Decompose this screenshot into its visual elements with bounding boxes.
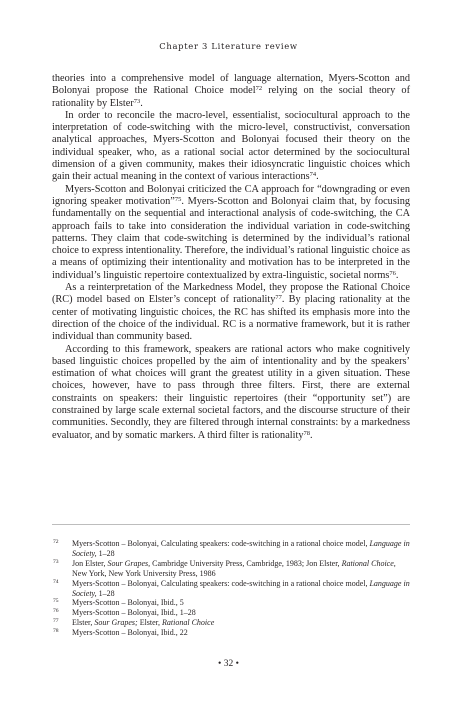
text-run: . By placing rationality at the center of motivating linguistic choices, the RC has shifted its emphasis more into the direction of the choice of the individual. RC is a normative framework, but it is rather individual than community based. (52, 294, 410, 343)
text-run: Myers-Scotton – Bolonyai, Calculating speakers: code-switching in a rational choice model, (72, 578, 370, 588)
footnote-ref: 74 (309, 171, 317, 179)
footnote-ref: 73 (133, 97, 141, 105)
footnote-ref: 77 (275, 294, 282, 302)
text-run: . (140, 97, 143, 109)
italic-title: Language in Society, (72, 539, 410, 558)
italic-title: Sour Grapes, (107, 558, 151, 568)
italic-title: Rational Choice, (341, 558, 396, 568)
paragraph (52, 344, 410, 442)
paragraph (52, 184, 410, 282)
text-run: . (395, 269, 399, 281)
footnote (52, 559, 410, 579)
footnote (52, 539, 410, 559)
paragraph (52, 73, 410, 110)
text-run: As a reinterpretation of the Markedness Model, they propose the Rational Choice (RC) model based on Elster’s concept of rationality (52, 282, 410, 306)
footnote (52, 598, 410, 608)
text-run: Myers-Scotton – Bolonyai, Calculating speakers: code-switching in a rational choice model, (72, 539, 370, 548)
text-run: Myers-Scotton – Bolonyai, Ibid., 1–28 (72, 608, 196, 618)
paragraph (52, 110, 410, 184)
footnote (52, 618, 410, 628)
text-run: relying on the social theory of rationality by Elster (52, 85, 410, 109)
footnote (52, 628, 410, 638)
text-run: Elster, (137, 618, 163, 628)
text-run: Cambridge University Press, Cambridge, 1983; Jon Elster, (150, 558, 342, 568)
text-run: In order to reconcile the macro-level, essentialist, sociocultural approach to the interpretation of code-switching with the micro-level, constructivist, conversation analytical approaches, Myers-Scotton and Bolonyai focused their theory on the individual speaker, who, as a rational social actor determined by the sociocultural dimension of a given community, makes their idiosyncratic linguistic choices which gain their actual meaning in the context of various interactions (52, 109, 410, 183)
footnote (52, 579, 410, 599)
footnote (52, 608, 410, 618)
italic-title: Rational Choice (162, 618, 215, 628)
text-run: New York, New York University Press, 1986 (72, 568, 216, 578)
footnote-number: 76 (53, 608, 59, 615)
footnote-ref: 75 (174, 195, 182, 203)
text-run: 1–28 (96, 548, 115, 558)
italic-title: Language in Society, (72, 578, 410, 598)
footnote-ref: 72 (255, 85, 263, 93)
text-run: . (310, 429, 313, 441)
paragraph (52, 282, 410, 343)
text-run: Myers-Scotton – Bolonyai, Ibid., 5 (72, 598, 184, 608)
text-run: Myers-Scotton – Bolonyai, Ibid., 22 (72, 628, 188, 638)
text-run: theories into a comprehensive model of language alternation, Myers-Scotton and Bolonyai propose the Rational Choice model (52, 73, 410, 97)
body-text (52, 73, 410, 442)
footnote-number: 77 (53, 618, 59, 625)
footnote-number: 78 (53, 628, 59, 635)
footnote-number: 74 (53, 578, 59, 585)
footnote-number: 73 (53, 558, 59, 565)
footnote-rule (52, 524, 410, 525)
text-run: . (316, 171, 319, 183)
italic-title: Sour Grapes; (94, 618, 138, 628)
footnote-ref: 76 (389, 269, 396, 277)
page-number: • 32 • (218, 659, 239, 669)
footnote-ref: 78 (303, 429, 311, 437)
footnotes (52, 539, 410, 638)
running-head: Chapter 3 Literature review (159, 41, 298, 51)
text-run: According to this framework, speakers are rational actors who make cognitively based linguistic choices propelled by the aim of intentionality and by the speakers’ estimation of what choices will grant the greatest utility in a given situation. These choices, however, have to pass through three filters. First, there are external constraints on speakers: their linguistic repertoires (their “opportunity set”) are constrained by large scale external societal factors, and the discourse structure of their communities. Secondly, they are filtered through internal constraints: by a markedness evaluator, and by somatic markers. A third filter is rationality (52, 343, 410, 441)
text-run: Elster, (72, 618, 95, 628)
text-run: Jon Elster, (72, 558, 108, 568)
text-run: 1–28 (96, 588, 115, 598)
footnote-number: 75 (53, 598, 59, 605)
text-run: Myers-Scotton and Bolonyai criticized the CA approach for “downgrading or even ignoring speaker motivation” (52, 183, 410, 207)
footnote-number: 72 (53, 539, 59, 545)
text-run: . Myers-Scotton and Bolonyai claim that, by focusing fundamentally on the sequential and interactional analysis of code-switching, the CA approach fails to take into consideration the individual variation in code-switching patterns. They claim that code-switching is determined by the individual’s rational choice to express intentionality. Therefore, the individual’s rational linguistic choice as a means of optimizing their intentionality and motivation has to be interpreted in the individual’s linguistic repertoire contextualized by extra-linguistic, societal norms (52, 195, 411, 281)
